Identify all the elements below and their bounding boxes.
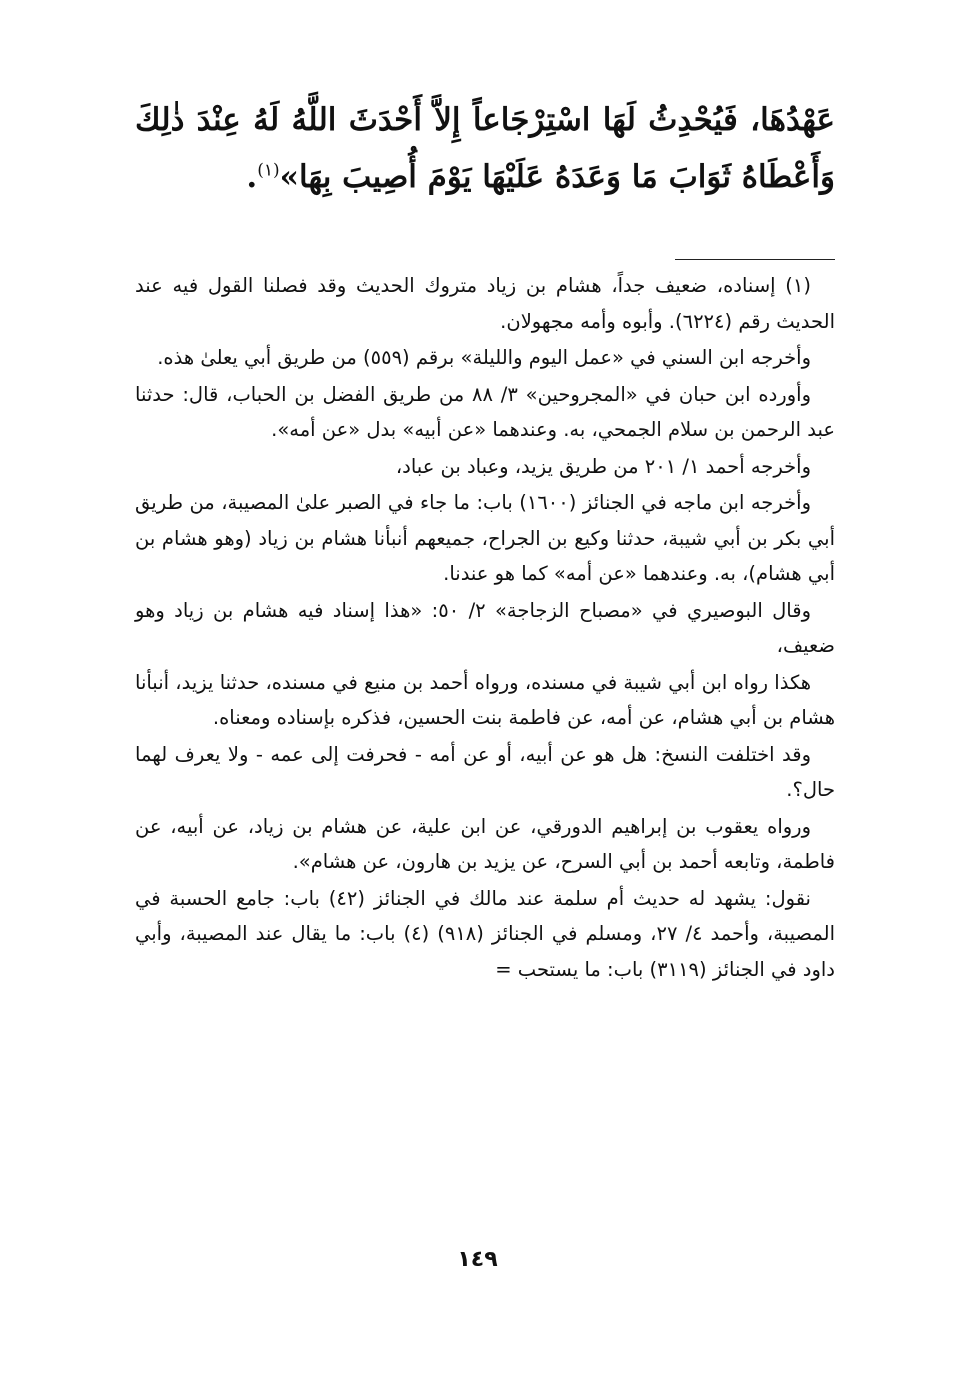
- footnote-paragraph: وأخرجه أحمد ١/ ٢٠١ من طريق يزيد، وعباد بن عباد،: [395, 454, 811, 478]
- footnote-paragraph: وقال البوصيري في «مصباح الزجاجة» ٢/ ٥٠: «هذا إسناد فيه هشام بن زياد وهو ضعيف،: [135, 598, 835, 657]
- footnote-paragraph: نقول: يشهد له حديث أم سلمة عند مالك في الجنائز (٤٢) باب: جامع الحسبة في المصيبة، وأحمد ٤/ ٢٧، ومسلم في الجنائز (٩١٨) (٤) باب: ما يقال عند المصيبة، وأبي داود في الجنائز (٣١١٩) باب: ما يستحب =: [135, 886, 835, 981]
- footnote-separator: [675, 259, 835, 260]
- footnote-paragraph: وأخرجه ابن ماجه في الجنائز (١٦٠٠) باب: ما جاء في الصبر علىٰ المصيبة، من طريق أبي بكر بن أبي شيبة، حدثنا وكيع بن الجراح، جميعهم أنبأنا هشام بن زياد (وهو هشام بن أبي هشام)، به. وعندهما «عن أمه» كما هو عندنا.: [135, 491, 835, 585]
- footnote-paragraph: ورواه يعقوب بن إبراهيم الدورقي، عن ابن علية، عن هشام بن زياد، عن أبيه، عن فاطمة، وتابعه أحمد بن أبي السرح، عن يزيد بن هارون، عن هشام».: [135, 814, 835, 873]
- footnote-paragraph: وقد اختلفت النسخ: هل هو عن أبيه، أو عن أمه - فحرفت إلى عمه - ولا يعرف لهما حال؟.: [135, 742, 835, 801]
- footnote-paragraph: (١) إسناده، ضعيف جداً، هشام بن زياد متروك الحديث وقد فصلنا القول فيه عند الحديث رقم (٦٢٢٤). وأبوه وأمه مجهولان.: [135, 274, 835, 333]
- hadith-body: عَهْدُهَا، فَيُحْدِثُ لَهَا اسْتِرْجَاعاً إِلاَّ أَحْدَثَ اللَّهُ لَهُ عِنْدَ ذٰلِكَ وَأَعْطَاهُ ثَوَابَ مَا وَعَدَهُ عَلَيْهَا يَوْمَ أُصِيبَ بِهَا»: [135, 102, 835, 195]
- footnote-paragraph: وأورده ابن حبان في «المجروحين» ٣/ ٨٨ من طريق الفضل بن الحباب، قال: حدثنا عبد الرحمن بن سلام الجمحي، به. وعندهما «عن أبيه» بدل «عن أمه».: [135, 382, 835, 441]
- footnote-paragraph: هكذا رواه ابن أبي شيبة في مسنده، ورواه أحمد بن منيع في مسنده، حدثنا يزيد، أنبأنا هشام بن أبي هشام، عن أمه، عن فاطمة بنت الحسين، فذكره بإسناده ومعناه.: [135, 670, 835, 729]
- page-number: ١٤٩: [457, 1247, 498, 1272]
- footnote-paragraph: وأخرجه ابن السني في «عمل اليوم والليلة» برقم (٥٥٩) من طريق أبي يعلىٰ هذه.: [157, 346, 811, 369]
- hadith-end: .: [246, 159, 258, 195]
- hadith-text: [135, 92, 835, 206]
- footnotes: [135, 268, 835, 988]
- footnote-marker: (١): [257, 160, 280, 181]
